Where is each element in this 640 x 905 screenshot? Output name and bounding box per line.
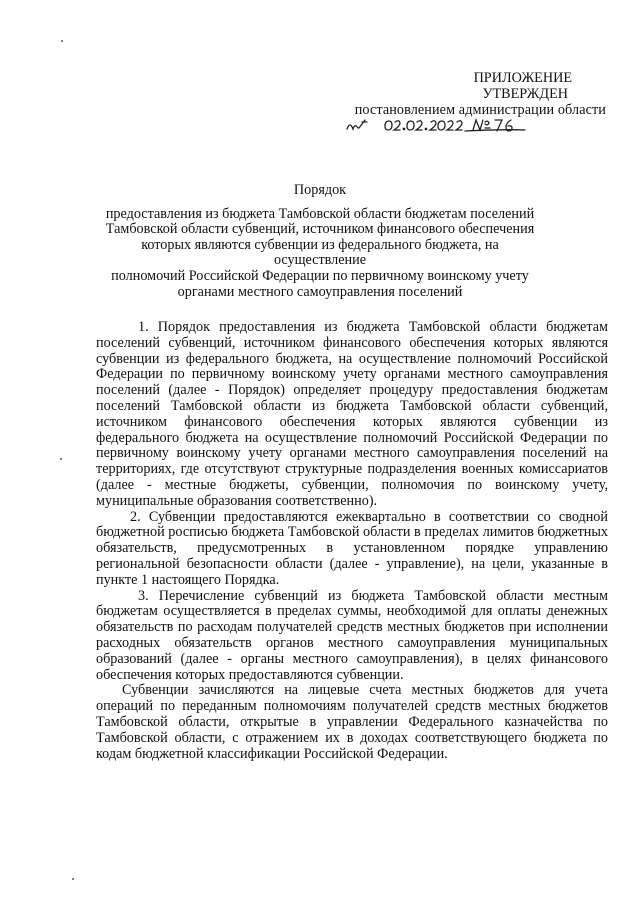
handwritten-date-number bbox=[345, 115, 555, 133]
document-body bbox=[96, 320, 608, 762]
title-line: полномочий Российской Федерации по первичному воинскому учету bbox=[111, 267, 529, 284]
paragraph-1: 1. Порядок предоставления из бюджета Тамбовской области бюджетам поселений субвенций, источником финансового обеспечения которых являются субвенции из федерального бюджета, на осуществление полномочий Российской Федерации по первичному воинскому учету органами местного самоуправления поселений (далее - Порядок) определяет процедуру предоставления бюджетам поселений Тамбовской области из бюджета Тамбовской области субвенций, источником финансового обеспечения которых являются субвенции из федерального бюджета на осуществление полномочий Российской Федерации по первичному воинскому учету органами местного самоуправления поселений на территориях, где отсутствуют структурные подразделения военных комиссариатов (далее - местные бюджеты, субвенции, полномочия по воинскому учету, муниципальные образования соответственно). bbox=[96, 319, 608, 509]
title-line: органами местного самоуправления поселений bbox=[177, 283, 463, 300]
approval-appendix-label: ПРИЛОЖЕНИЕ bbox=[473, 70, 572, 86]
scan-speck bbox=[60, 458, 62, 460]
paragraph-2: 2. Субвенции предоставляются ежеквартально в соответствии со сводной бюджетной росписью бюджета Тамбовской области в пределах лимитов бюджетных обязательств, предусмотренных в установленном порядке управлению региональной безопасности области (далее - управление), на цели, указанные в пункте 1 настоящего Порядка. bbox=[96, 508, 608, 588]
paragraph-4: Субвенции зачисляются на лицевые счета местных бюджетов для учета операций по переданным полномочиям получателей средств местных бюджетов Тамбовской области, открытые в управлении Федерального казначейства по Тамбовской области, с отражением их в доходах соответствующего бюджета по кодам бюджетной классификации Российской Федерации. bbox=[96, 682, 608, 762]
approval-approved-label: УТВЕРЖДЕН bbox=[482, 86, 568, 102]
scan-speck bbox=[72, 878, 74, 880]
scan-speck bbox=[61, 40, 63, 42]
approval-block bbox=[306, 70, 606, 118]
title-line: которых являются субвенции из федерального бюджета, на осуществление bbox=[141, 236, 499, 269]
document-title: Порядок bbox=[293, 182, 347, 198]
paragraph-3: 3. Перечисление субвенций из бюджета Тамбовской области местным бюджетам осуществляется в пределах суммы, необходимой для оплаты денежных обязательств по расходам получателей средств местных бюджетов при исполнении расходных обязательств органов местного самоуправления муниципальных образований (далее - органы местного самоуправления), в целях финансового обеспечения которых предоставляются субвенции. bbox=[96, 587, 608, 683]
title-line: Тамбовской области субвенций, источником финансового обеспечения bbox=[105, 221, 535, 238]
title-line: предоставления из бюджета Тамбовской области бюджетам поселений bbox=[105, 205, 535, 222]
document-title-block bbox=[96, 183, 544, 300]
approval-resolution-label: постановлением администрации области bbox=[354, 102, 606, 118]
